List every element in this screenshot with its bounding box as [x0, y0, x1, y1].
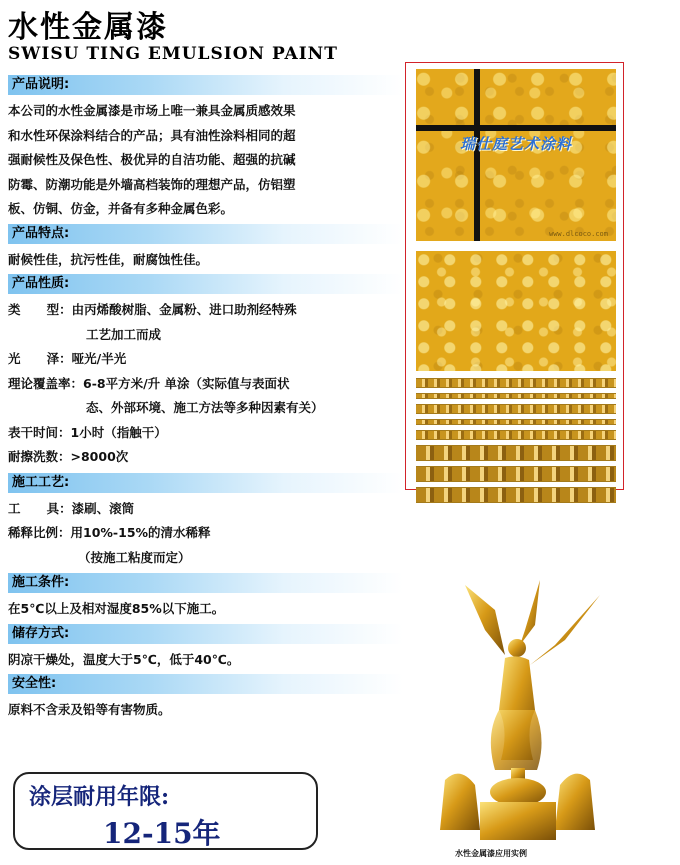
- process-value: 漆刷、滚筒: [71, 500, 135, 516]
- property-coverage: [8, 372, 403, 397]
- sample-brand-text: 瑞仕庭艺术涂料: [460, 135, 573, 153]
- gold-border-samples: [416, 378, 616, 508]
- border-strip: [416, 419, 616, 425]
- process-value: 用10%-15%的清水稀释: [70, 525, 211, 540]
- property-value: 1小时（指触干）: [70, 424, 167, 440]
- durability-label: 涂层耐用年限:: [29, 784, 170, 810]
- description-line: 板、仿铜、仿金，并备有多种金属色彩。: [8, 201, 234, 216]
- border-strip: [416, 430, 616, 440]
- features-heading: 产品特点:: [8, 224, 403, 244]
- border-strip: [416, 404, 616, 414]
- storage-heading: 储存方式:: [8, 624, 403, 644]
- border-strip: [416, 466, 616, 482]
- process-heading: 施工工艺:: [8, 473, 403, 493]
- process-label: 工 具：: [8, 500, 72, 516]
- property-value: 由丙烯酸树脂、金属粉、进口助剂经特殊: [71, 302, 297, 317]
- property-scrub: [8, 445, 403, 470]
- grid-divider: [474, 69, 480, 241]
- conditions-text: 在5℃以上及相对湿度85%以下施工。: [8, 601, 225, 616]
- durability-box: [13, 772, 318, 850]
- safety-text: 原料不含汞及铅等有害物质。: [8, 702, 171, 717]
- property-label: 光 泽：: [8, 351, 72, 366]
- conditions-heading: 施工条件:: [8, 573, 403, 593]
- property-value: >8000次: [70, 449, 129, 464]
- texture-sample-grid: [416, 69, 616, 241]
- page-title: 水性金属漆: [8, 10, 168, 45]
- process-tools: [8, 497, 403, 522]
- description-text: [8, 99, 403, 222]
- property-label: 耐擦洗数：: [8, 449, 71, 464]
- border-strip: [416, 393, 616, 399]
- description-heading: 产品说明:: [8, 75, 403, 95]
- statue-caption: 水性金属漆应用实例: [455, 849, 527, 858]
- texture-sample: [416, 251, 616, 371]
- product-info-column: [8, 75, 403, 725]
- features-text: 耐候性佳，抗污性佳，耐腐蚀性佳。: [8, 251, 209, 267]
- process-continuation: （按施工粘度而定）: [78, 549, 191, 565]
- property-label: 表干时间：: [8, 424, 71, 440]
- border-strip: [416, 487, 616, 503]
- sample-url-text: www.dlcoco.com: [548, 230, 608, 238]
- border-strip: [416, 378, 616, 388]
- property-value: 哑光/半光: [71, 351, 127, 366]
- page-subtitle: SWISU TING EMULSION PAINT: [8, 44, 338, 64]
- grid-divider: [416, 125, 616, 131]
- property-label: 理论覆盖率：: [8, 375, 84, 391]
- description-line: 强耐候性及保色性、极优异的自洁功能、超强的抗碱: [8, 152, 296, 167]
- border-strip: [416, 445, 616, 461]
- property-value: 6-8平方米/升 单涂（实际值与表面状: [83, 375, 290, 391]
- description-line: 和水性环保涂料结合的产品；具有油性涂料相同的超: [8, 127, 296, 143]
- storage-text: 阴凉干燥处，温度大于5℃，低于40℃。: [8, 651, 240, 667]
- sample-panel: [405, 62, 624, 490]
- property-label: 类 型：: [8, 302, 72, 317]
- durability-value: 12-15年: [103, 817, 221, 850]
- description-line: 本公司的水性金属漆是市场上唯一兼具金属质感效果: [8, 103, 296, 118]
- properties-heading: 产品性质:: [8, 274, 403, 294]
- safety-heading: 安全性:: [8, 674, 403, 694]
- process-label: 稀释比例：: [8, 525, 71, 540]
- property-type: [8, 298, 403, 323]
- property-dry-time: [8, 421, 403, 446]
- process-dilution: [8, 521, 403, 546]
- property-continuation: 工艺加工而成: [86, 326, 162, 342]
- gold-statue-image: [425, 570, 605, 845]
- property-continuation: 态、外部环境、施工方法等多种因素有关）: [86, 400, 324, 415]
- property-gloss: [8, 347, 403, 372]
- description-line: 防霉、防潮功能是外墙高档装饰的理想产品，仿铝塑: [8, 176, 296, 192]
